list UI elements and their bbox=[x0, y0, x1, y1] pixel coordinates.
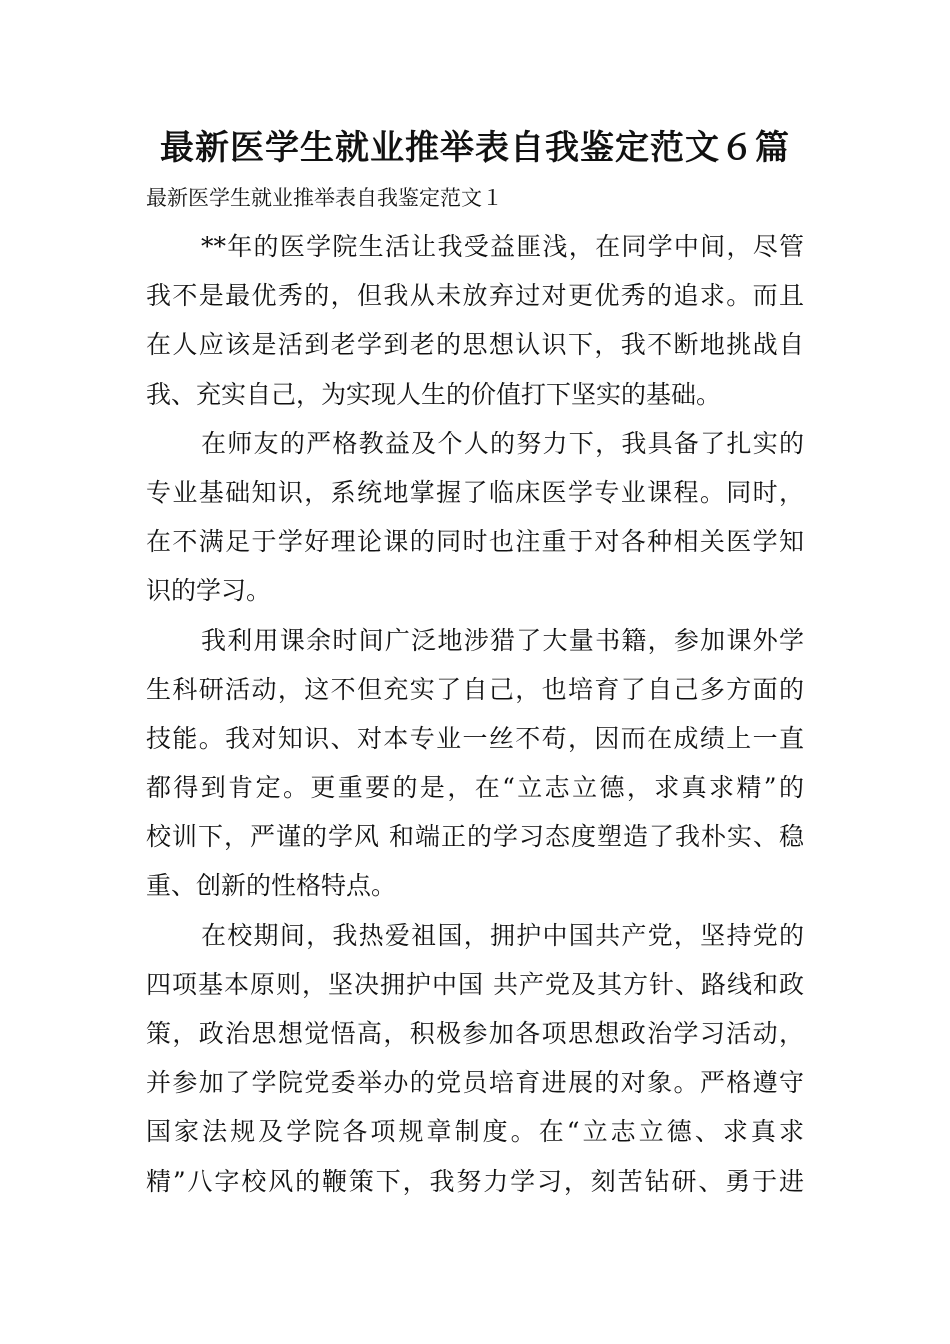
paragraph-line: 在人应该是活到老学到老的思想认识下，我不断地挑战自 bbox=[146, 330, 804, 360]
section-heading: 最新医学生就业推举表自我鉴定范文１ bbox=[146, 186, 503, 210]
paragraph-line: 技能。我对知识、对本专业一丝不苟，因而在成绩上一直 bbox=[146, 723, 804, 753]
paragraph-line: 国家法规及学院各项规章制度。在“立志立德、求真求 bbox=[146, 1117, 804, 1147]
paragraph-line: **年的医学院生活让我受益匪浅，在同学中间，尽管 bbox=[201, 232, 804, 261]
paragraph-line: 我、充实自己，为实现人生的价值打下坚实的基础。 bbox=[146, 379, 722, 409]
paragraph-line: 精”八字校风的鞭策下，我努力学习，刻苦钻研、勇于进 bbox=[146, 1166, 804, 1196]
paragraph-line: 策，政治思想觉悟高，积极参加各项思想政治学习活动， bbox=[146, 1019, 804, 1048]
paragraph-line: 并参加了学院党委举办的党员培育进展的对象。严格遵守 bbox=[146, 1068, 804, 1098]
paragraph-line: 在校期间，我热爱祖国，拥护中国共产党，坚持党的 bbox=[201, 920, 804, 950]
document-title: 最新医学生就业推举表自我鉴定范文６篇 bbox=[160, 128, 790, 168]
paragraph-line: 在师友的严格教益及个人的努力下，我具备了扎实的 bbox=[201, 428, 804, 458]
document-body bbox=[146, 222, 804, 1206]
paragraph bbox=[146, 419, 804, 616]
paragraph-line: 识的学习。 bbox=[146, 576, 272, 606]
paragraph-line: 专业基础知识，系统地掌握了临床医学专业课程。同时， bbox=[146, 477, 804, 507]
paragraph-line: 四项基本原则，坚决拥护中国 共产党及其方针、路线和政 bbox=[146, 969, 804, 999]
paragraph-line: 我利用课余时间广泛地涉猎了大量书籍，参加课外学 bbox=[201, 625, 804, 655]
paragraph-line: 都得到肯定。更重要的是，在“立志立德，求真求精”的 bbox=[146, 773, 804, 803]
paragraph-line: 生科研活动，这不但充实了自己，也培育了自己多方面的 bbox=[146, 674, 804, 704]
paragraph bbox=[146, 911, 804, 1206]
paragraph bbox=[146, 222, 804, 419]
paragraph-line: 校训下，严谨的学风 和端正的学习态度塑造了我朴实、稳 bbox=[146, 822, 804, 852]
paragraph-line: 重、创新的性格特点。 bbox=[146, 871, 397, 901]
paragraph-line: 在不满足于学好理论课的同时也注重于对各种相关医学知 bbox=[146, 527, 804, 557]
paragraph-line: 我不是最优秀的，但我从未放弃过对更优秀的追求。而且 bbox=[146, 281, 804, 311]
paragraph bbox=[146, 616, 804, 911]
